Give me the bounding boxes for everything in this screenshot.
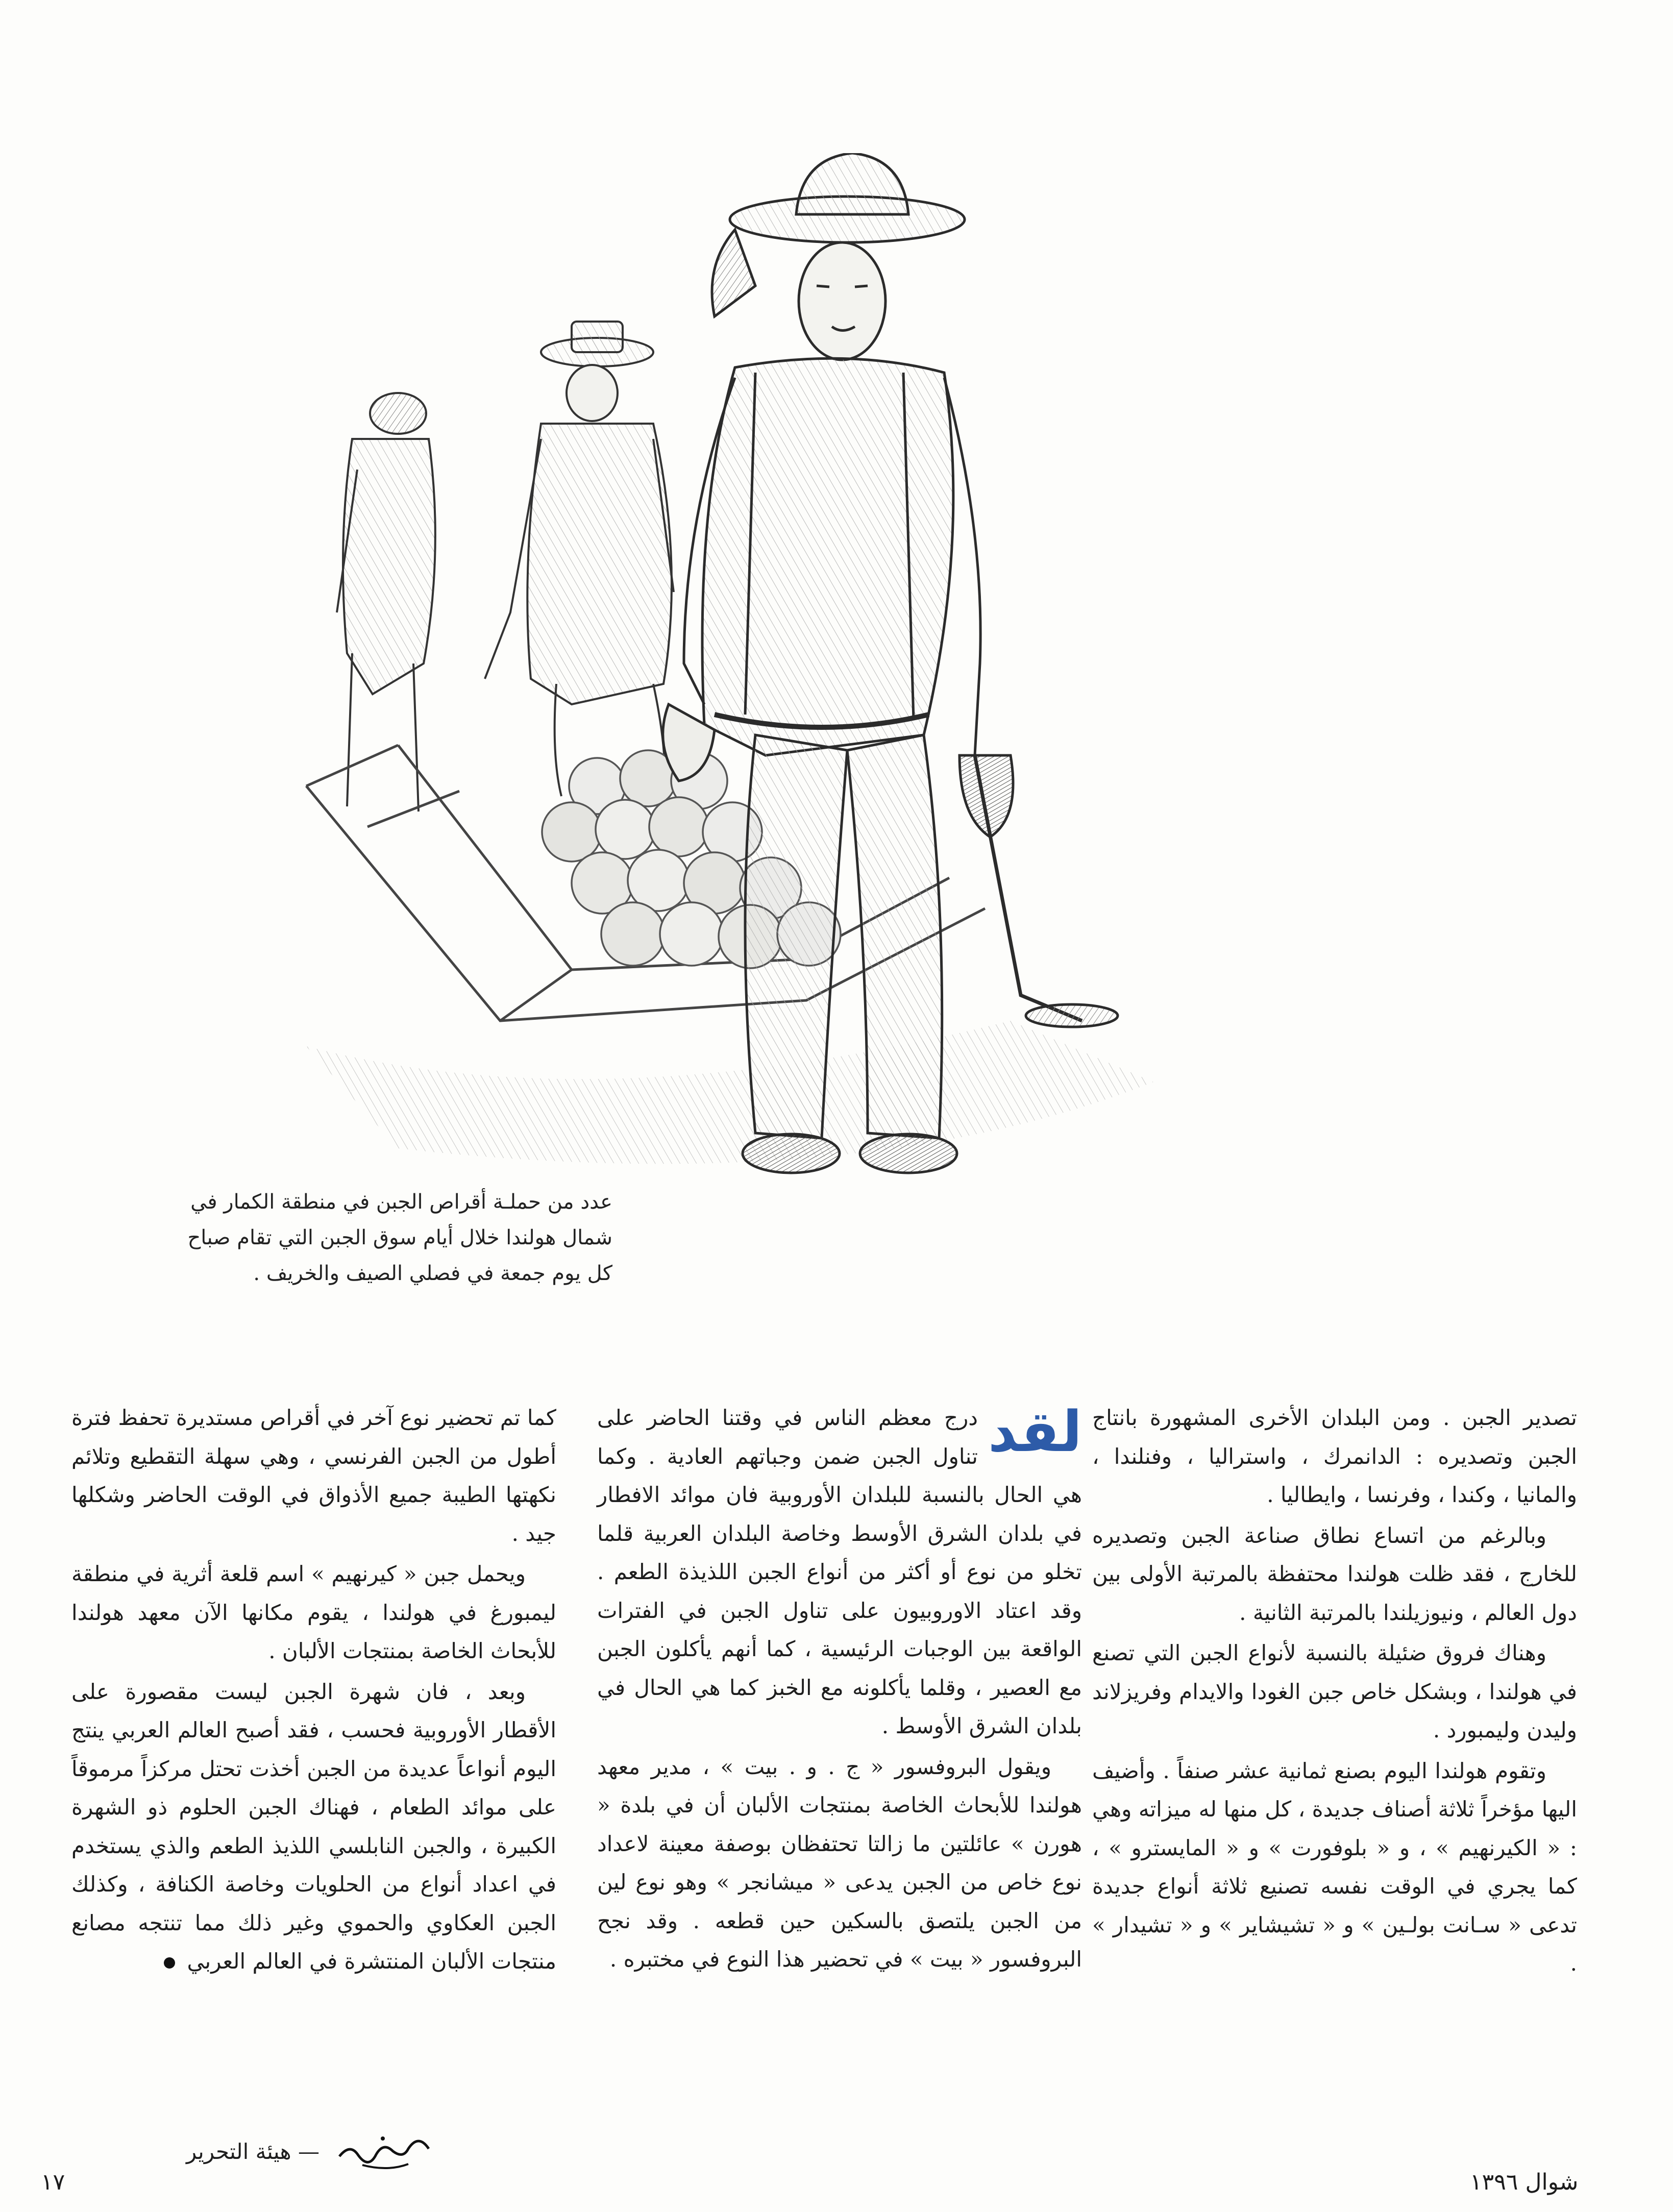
col-right-paragraph-1: تصدير الجبن . ومن البلدان الأخرى المشهورة بانتاج الجبن وتصديره : الدانمرك ، واستراليا ، وفنلندا ، والمانيا ، وكندا ، وفرنسا ، وايطاليا . [1092,1405,1577,1507]
illustration-caption [77,1184,612,1291]
col-mid-paragraph-1: درج معظم الناس في وقتنا الحاضر على تناول الجبن ضمن وجباتهم العادية . وكما هي الحال بالنسبة للبلدان الأوروبية فان موائد الافطار في بلدان الشرق الأوسط وخاصة البلدان العربية قلما تخلو من نوع أو أكثر من أنواع الجبن اللذيذة الطعم . وقد اعتاد الاوروبيون على تناول الجبن في الفترات الواقعة بين الوجبات الرئيسية ، كما أنهم يأكلون الجبن مع العصير ، وقلما يأكلونه مع الخبز كما هي الحال في بلدان الشرق الأوسط . [597,1405,1082,1738]
col-left-paragraph-2: ويحمل جبن « كيرنهيم » اسم قلعة أثرية في منطقة ليمبورغ في هولندا ، يقوم مكانها الآن معهد هولندا للأبحاث الخاصة بمنتجات الألبان . [71,1561,556,1663]
pencil-drawing [245,153,1215,1215]
middle-carrier-figure [485,322,674,796]
col-mid-opening-paragraph [597,1398,1082,1746]
col-left-paragraph-3-text: وبعد ، فان شهرة الجبن ليست مقصورة على الأقطار الأوروبية فحسب ، فقد أصبح العالم العربي ينتج اليوم أنواعاً عديدة من الجبن أخذت تحتل مركزاً مرموقاً على موائد الطعام ، فهناك الجبن الحلوم ذو الشهرة الكبيرة ، والجبن النابلسي اللذيذ الطعم والذي يستخدم في اعداد أنواع من الحلويات وخاصة الكنافة ، وكذلك الجبن العكاوي والحموي وغير ذلك مما تنتجه مصانع منتجات الألبان المنتشرة في العالم العربي [71,1679,556,1974]
end-of-article-bullet-icon [164,1957,175,1969]
col-left-paragraph-1: كما تم تحضير نوع آخر في أقراص مستديرة تحفظ فترة أطول من الجبن الفرنسي ، وهي سهلة التقطيع وتلائم نكهتها الطيبة جميع الأذواق في الوقت الحاضر وشكلها جيد . [71,1405,556,1546]
front-carrier-figure [663,153,1118,1173]
col-left-paragraph-3 [71,1673,556,1981]
col-right-paragraph-4: وتقوم هولندا اليوم بصنع ثمانية عشر صنفاً . وأضيف اليها مؤخراً ثلاثة أصناف جديدة ، كل منها له ميزاته وهي : « الكيرنهيم » ، و « بلوفورت » و « المايسترو » ، كما يجري في الوقت نفسه تصنيع ثلاثة أنواع جديدة تدعى « سـانت بولـين » و « تشيشاير » و « تشيدار » . [1092,1758,1577,1976]
article-column-middle [597,1398,1082,1981]
col-right-paragraph-3: وهناك فروق ضئيلة بالنسبة لأنواع الجبن التي تصنع في هولندا ، وبشكل خاص جبن الغودا والايدام وفريزلاند وليدن وليمبورد . [1092,1640,1577,1742]
caption-line-3: كل يوم جمعة في فصلي الصيف والخريف . [253,1262,612,1285]
handwritten-signature [332,2128,434,2174]
byline-editorial-board: — هيئة التحرير [186,2139,319,2164]
caption-line-2: شمال هولندا خلال أيام سوق الجبن التي تقام صباح [187,1226,612,1249]
article-column-left [71,1398,556,1983]
issue-date-folio: شوال ١٣٩٦ [1470,2169,1579,2195]
author-signature-row [77,2128,434,2174]
back-carrier-figure [337,393,435,812]
col-right-paragraph-2: وبالرغم من اتساع نطاق صناعة الجبن وتصديره للخارج ، فقد ظلت هولندا محتفظة بالمرتبة الأولى بين دول العالم ، ونيوزيلندا بالمرتبة الثانية . [1092,1522,1577,1625]
ground-shading [306,1021,1153,1164]
col-mid-paragraph-2: ويقول البروفسور « ج . و . بيت » ، مدير معهد هولندا للأبحاث الخاصة بمنتجات الألبان أن في بلدة « هورن » عائلتين ما زالتا تحتفظان بوصفة معينة لاعداد نوع خاص من الجبن يدعى « ميشانجر » وهو نوع لين من الجبن يلتصق بالسكين حين قطعه . وقد نجح البروفسور « بيت » في تحضير هذا النوع في مختبره . [597,1754,1082,1972]
caption-line-1: عدد من حملـة أقراص الجبن في منطقة الكمار في [190,1190,612,1214]
article-column-right [1092,1398,1577,1985]
cheese-carriers-illustration [245,153,1215,1215]
dropcap-word: لقد [988,1399,1082,1464]
page-number: ١٧ [41,2169,65,2195]
